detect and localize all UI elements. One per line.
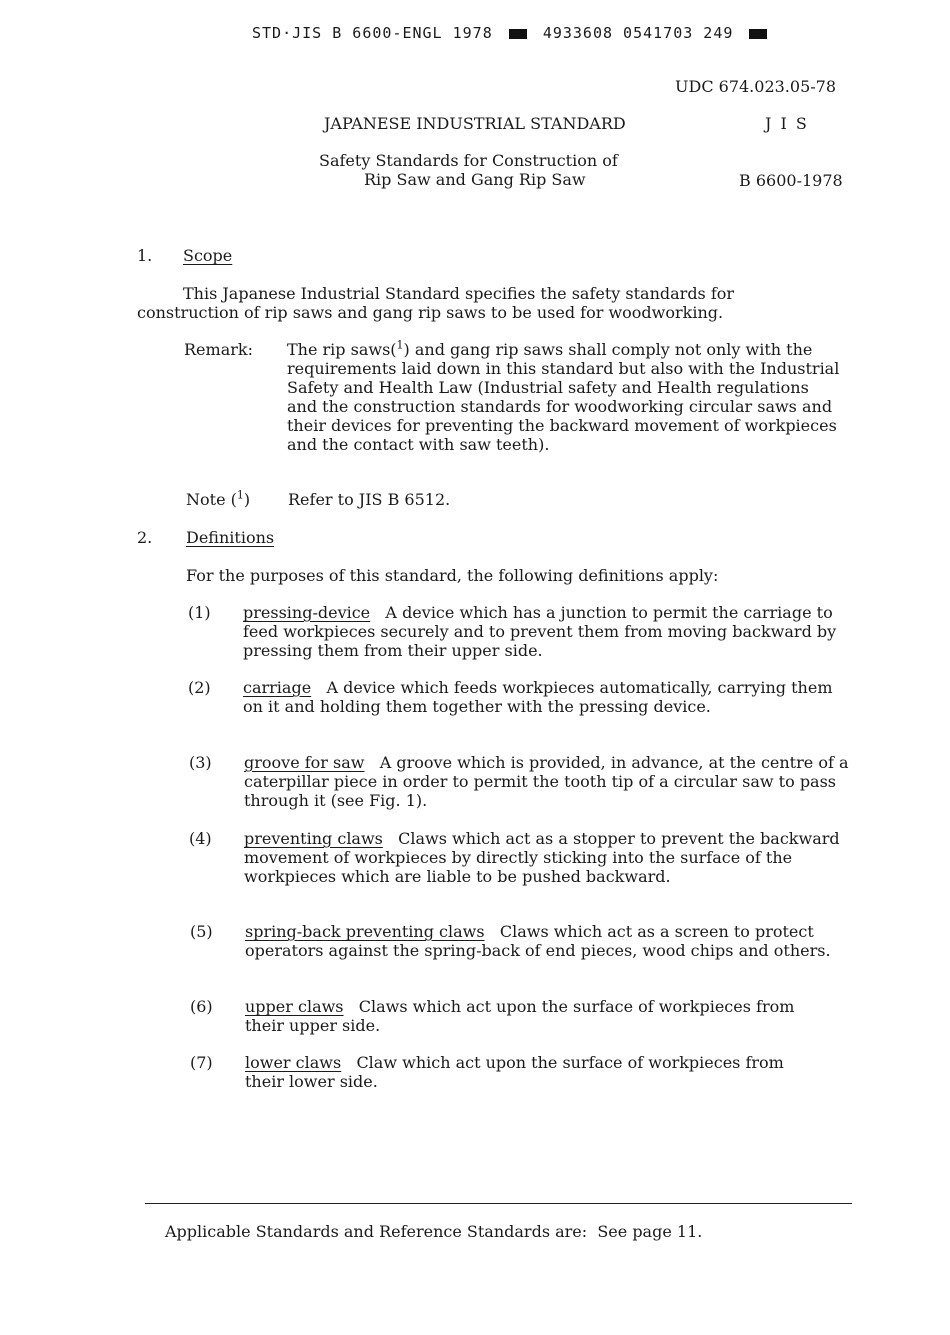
remark-text-post: ) and gang rip saws shall comply not only with the requirements laid down in this standard but also with the Industrial Safety and Health Law (Industrial safety and Health regulations and the construction standards for woodworking circular saws and their devices for preventing the backward movement of workpieces and the contact with saw teeth).	[287, 340, 840, 454]
definition-item	[245, 1053, 820, 1091]
definition-text: Claws which act upon the surface of workpieces from their upper side.	[245, 997, 795, 1035]
definition-term: upper claws	[245, 997, 344, 1016]
definition-number: (7)	[190, 1053, 213, 1072]
section1-number: 1.	[137, 246, 153, 265]
black-bar-mark	[509, 29, 527, 39]
definition-number: (3)	[189, 753, 212, 772]
section2-heading: Definitions	[186, 528, 275, 547]
definition-term: carriage	[243, 678, 312, 697]
definition-number: (4)	[189, 829, 212, 848]
standard-title: JAPANESE INDUSTRIAL STANDARD	[324, 114, 626, 133]
section2-intro: For the purposes of this standard, the following definitions apply:	[186, 566, 719, 585]
definition-number: (6)	[190, 997, 213, 1016]
definition-term: spring-back preventing claws	[245, 922, 485, 941]
document-code-part2: 4933608 0541703 249	[542, 24, 734, 42]
document-title-line1: Safety Standards for Construction of	[319, 151, 618, 170]
note	[186, 490, 250, 509]
definition-number: (5)	[190, 922, 213, 941]
remark-footnote-ref: 1	[396, 338, 404, 352]
definition-text: Claw which act upon the surface of workpieces from their lower side.	[245, 1053, 784, 1091]
definition-text: A groove which is provided, in advance, at the centre of a caterpillar piece in order to permit the tooth tip of a circular saw to pass through it (see Fig. 1).	[244, 753, 849, 810]
definition-term: lower claws	[245, 1053, 342, 1072]
definition-number: (1)	[188, 603, 211, 622]
footer-reference-note: Applicable Standards and Reference Standards are: See page 11.	[165, 1222, 703, 1241]
document-number: B 6600-1978	[739, 171, 843, 190]
definition-item	[244, 753, 849, 810]
definition-item	[243, 678, 843, 716]
definition-text: A device which has a junction to permit the carriage to feed workpieces securely and to prevent them from moving backward by pressing them from their upper side.	[243, 603, 837, 660]
definition-text: Claws which act as a screen to protect operators against the spring-back of end pieces, wood chips and others.	[245, 922, 831, 960]
section1-body	[137, 284, 817, 322]
definition-text: A device which feeds workpieces automatically, carrying them on it and holding them together with the pressing device.	[243, 678, 833, 716]
remark-label: Remark:	[184, 340, 253, 359]
definition-term: preventing claws	[244, 829, 383, 848]
note-footnote-ref: 1	[236, 488, 244, 502]
section1-body-text: This Japanese Industrial Standard specifies the safety standards for construction of rip saws and gang rip saws to be used for woodworking.	[137, 284, 735, 322]
definition-term: pressing-device	[243, 603, 371, 622]
note-label-close: )	[243, 490, 251, 509]
note-label: Note (	[186, 490, 237, 509]
note-text: Refer to JIS B 6512.	[288, 490, 451, 509]
definition-item	[243, 603, 843, 660]
document-code-line	[252, 24, 773, 43]
document-title-line2: Rip Saw and Gang Rip Saw	[364, 170, 586, 189]
udc-number: UDC 674.023.05-78	[675, 77, 837, 96]
definition-number: (2)	[188, 678, 211, 697]
document-code-part1: STD·JIS B 6600-ENGL 1978	[252, 24, 493, 42]
section1-heading: Scope	[183, 246, 233, 265]
footer-divider	[145, 1203, 852, 1204]
definition-item	[245, 997, 835, 1035]
jis-mark: J I S	[765, 114, 809, 133]
black-bar-mark	[749, 29, 767, 39]
definition-item	[245, 922, 835, 960]
remark-text	[287, 340, 842, 454]
definition-text: Claws which act as a stopper to prevent the backward movement of workpieces by directly sticking into the surface of the workpieces which are liable to be pushed backward.	[244, 829, 840, 886]
remark-text-pre: The rip saws(	[287, 340, 397, 359]
definition-item	[244, 829, 844, 886]
definition-term: groove for saw	[244, 753, 365, 772]
section2-number: 2.	[137, 528, 153, 547]
